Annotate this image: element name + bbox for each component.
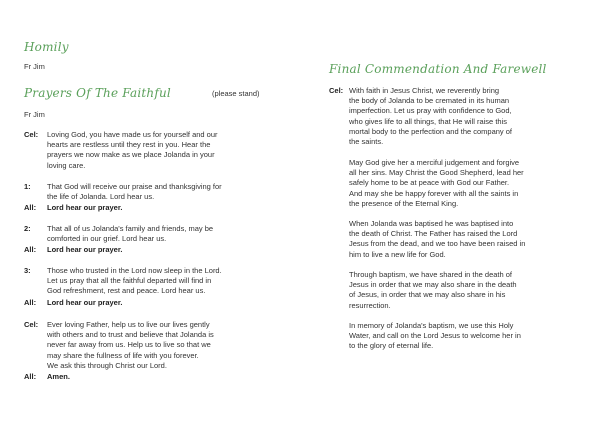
paragraph-line: all her sins. May Christ the Good Shepherd, lead her: [349, 168, 524, 178]
paragraph-line: him to live a new life for God.: [349, 249, 446, 259]
entry-line: hearts are restless until they rest in you. Hear the: [47, 140, 211, 150]
entry-line: Those who trusted in the Lord now sleep in the Lord.: [47, 266, 222, 275]
paragraph-line: the saints.: [349, 137, 384, 147]
entry-line: God refreshment, rest and peace. Lord hear us.: [47, 286, 206, 296]
entry-line: with others and to trust and believe that Jolanda is: [47, 330, 214, 340]
paragraph-line: resurrection.: [349, 300, 391, 310]
entry-label: All:: [24, 245, 37, 254]
paragraph-line: safely home to be at peace with God our Father.: [349, 178, 510, 188]
entry-line: Let us pray that all the faithful departed will find in: [47, 276, 212, 286]
paragraph-line: Water, and call on the Lord Jesus to welcome her in: [349, 331, 521, 341]
entry-line: Lord hear our prayer.: [47, 298, 123, 307]
entry-line: prayers we now make as we place Jolanda in your: [47, 150, 215, 160]
paragraph-line: the body of Jolanda to be cremated in its human: [349, 96, 510, 106]
entry-line: Ever loving Father, help us to live our lives gently: [47, 320, 210, 329]
entry-label: 3:: [24, 266, 31, 275]
paragraph-line: who gives life to all things, that He will raise this: [349, 116, 507, 126]
paragraph-line: Jesus from the dead, and we too have been raised in: [349, 239, 526, 249]
entry-line: loving care.: [47, 160, 86, 170]
prayers-heading: Prayers Of The Faithful: [24, 86, 171, 100]
entry-label: All:: [24, 298, 37, 307]
entry-line: never far away from us. Help us to live so that we: [47, 340, 211, 350]
homily-speaker: Fr Jim: [24, 62, 45, 71]
entry-line: That God will receive our praise and thanksgiving for: [47, 182, 222, 191]
entry-label: 1:: [24, 182, 31, 191]
paragraph-line: Through baptism, we have shared in the death of: [349, 270, 513, 279]
entry-line: We ask this through Christ our Lord.: [47, 360, 167, 370]
paragraph-line: May God give her a merciful judgement and forgive: [349, 158, 520, 167]
paragraph-line: mortal body to the perfection and the company of: [349, 126, 513, 136]
please-stand-note: (please stand): [212, 89, 260, 98]
entry-line: may share the fullness of life with you forever.: [47, 350, 199, 360]
entry-line: Lord hear our prayer.: [47, 245, 123, 254]
paragraph-line: imperfection. Let us pray with confidence to God,: [349, 106, 512, 116]
paragraph-line: When Jolanda was baptised he was baptised into: [349, 219, 514, 228]
paragraph-line: to the glory of eternal life.: [349, 341, 434, 351]
entry-label: Cel:: [24, 130, 39, 139]
entry-line: Lord hear our prayer.: [47, 203, 123, 212]
entry-line: Loving God, you have made us for yourself and our: [47, 130, 218, 139]
paragraph-line: the presence of the Eternal King.: [349, 198, 459, 208]
entry-label: 2:: [24, 224, 31, 233]
entry-label: All:: [24, 372, 37, 381]
entry-line: comforted in our grief. Lord hear us.: [47, 234, 167, 244]
paragraph-line: And may she be happy forever with all the saints in: [349, 188, 519, 198]
paragraph-line: Jesus in order that we may also share in the death: [349, 280, 517, 290]
entry-line: That all of us Jolanda's family and friends, may be: [47, 224, 214, 233]
celebrant-label: Cel:: [329, 86, 344, 95]
paragraph-line: the death of Christ. The Father has raised the Lord: [349, 229, 518, 239]
homily-heading: Homily: [24, 40, 69, 54]
paragraph-line: In memory of Jolanda's baptism, we use this Holy: [349, 321, 514, 330]
entry-label: All:: [24, 203, 37, 212]
paragraph-line: of Jesus, in order that we may also share in his: [349, 290, 506, 300]
prayers-speaker: Fr Jim: [24, 110, 45, 119]
paragraph-line: With faith in Jesus Christ, we reverently bring: [349, 86, 500, 95]
entry-label: Cel:: [24, 320, 39, 329]
entry-line: the life of Jolanda. Lord hear us.: [47, 192, 155, 202]
entry-line: Amen.: [47, 372, 70, 381]
final-commendation-heading: Final Commendation And Farewell: [329, 62, 547, 76]
